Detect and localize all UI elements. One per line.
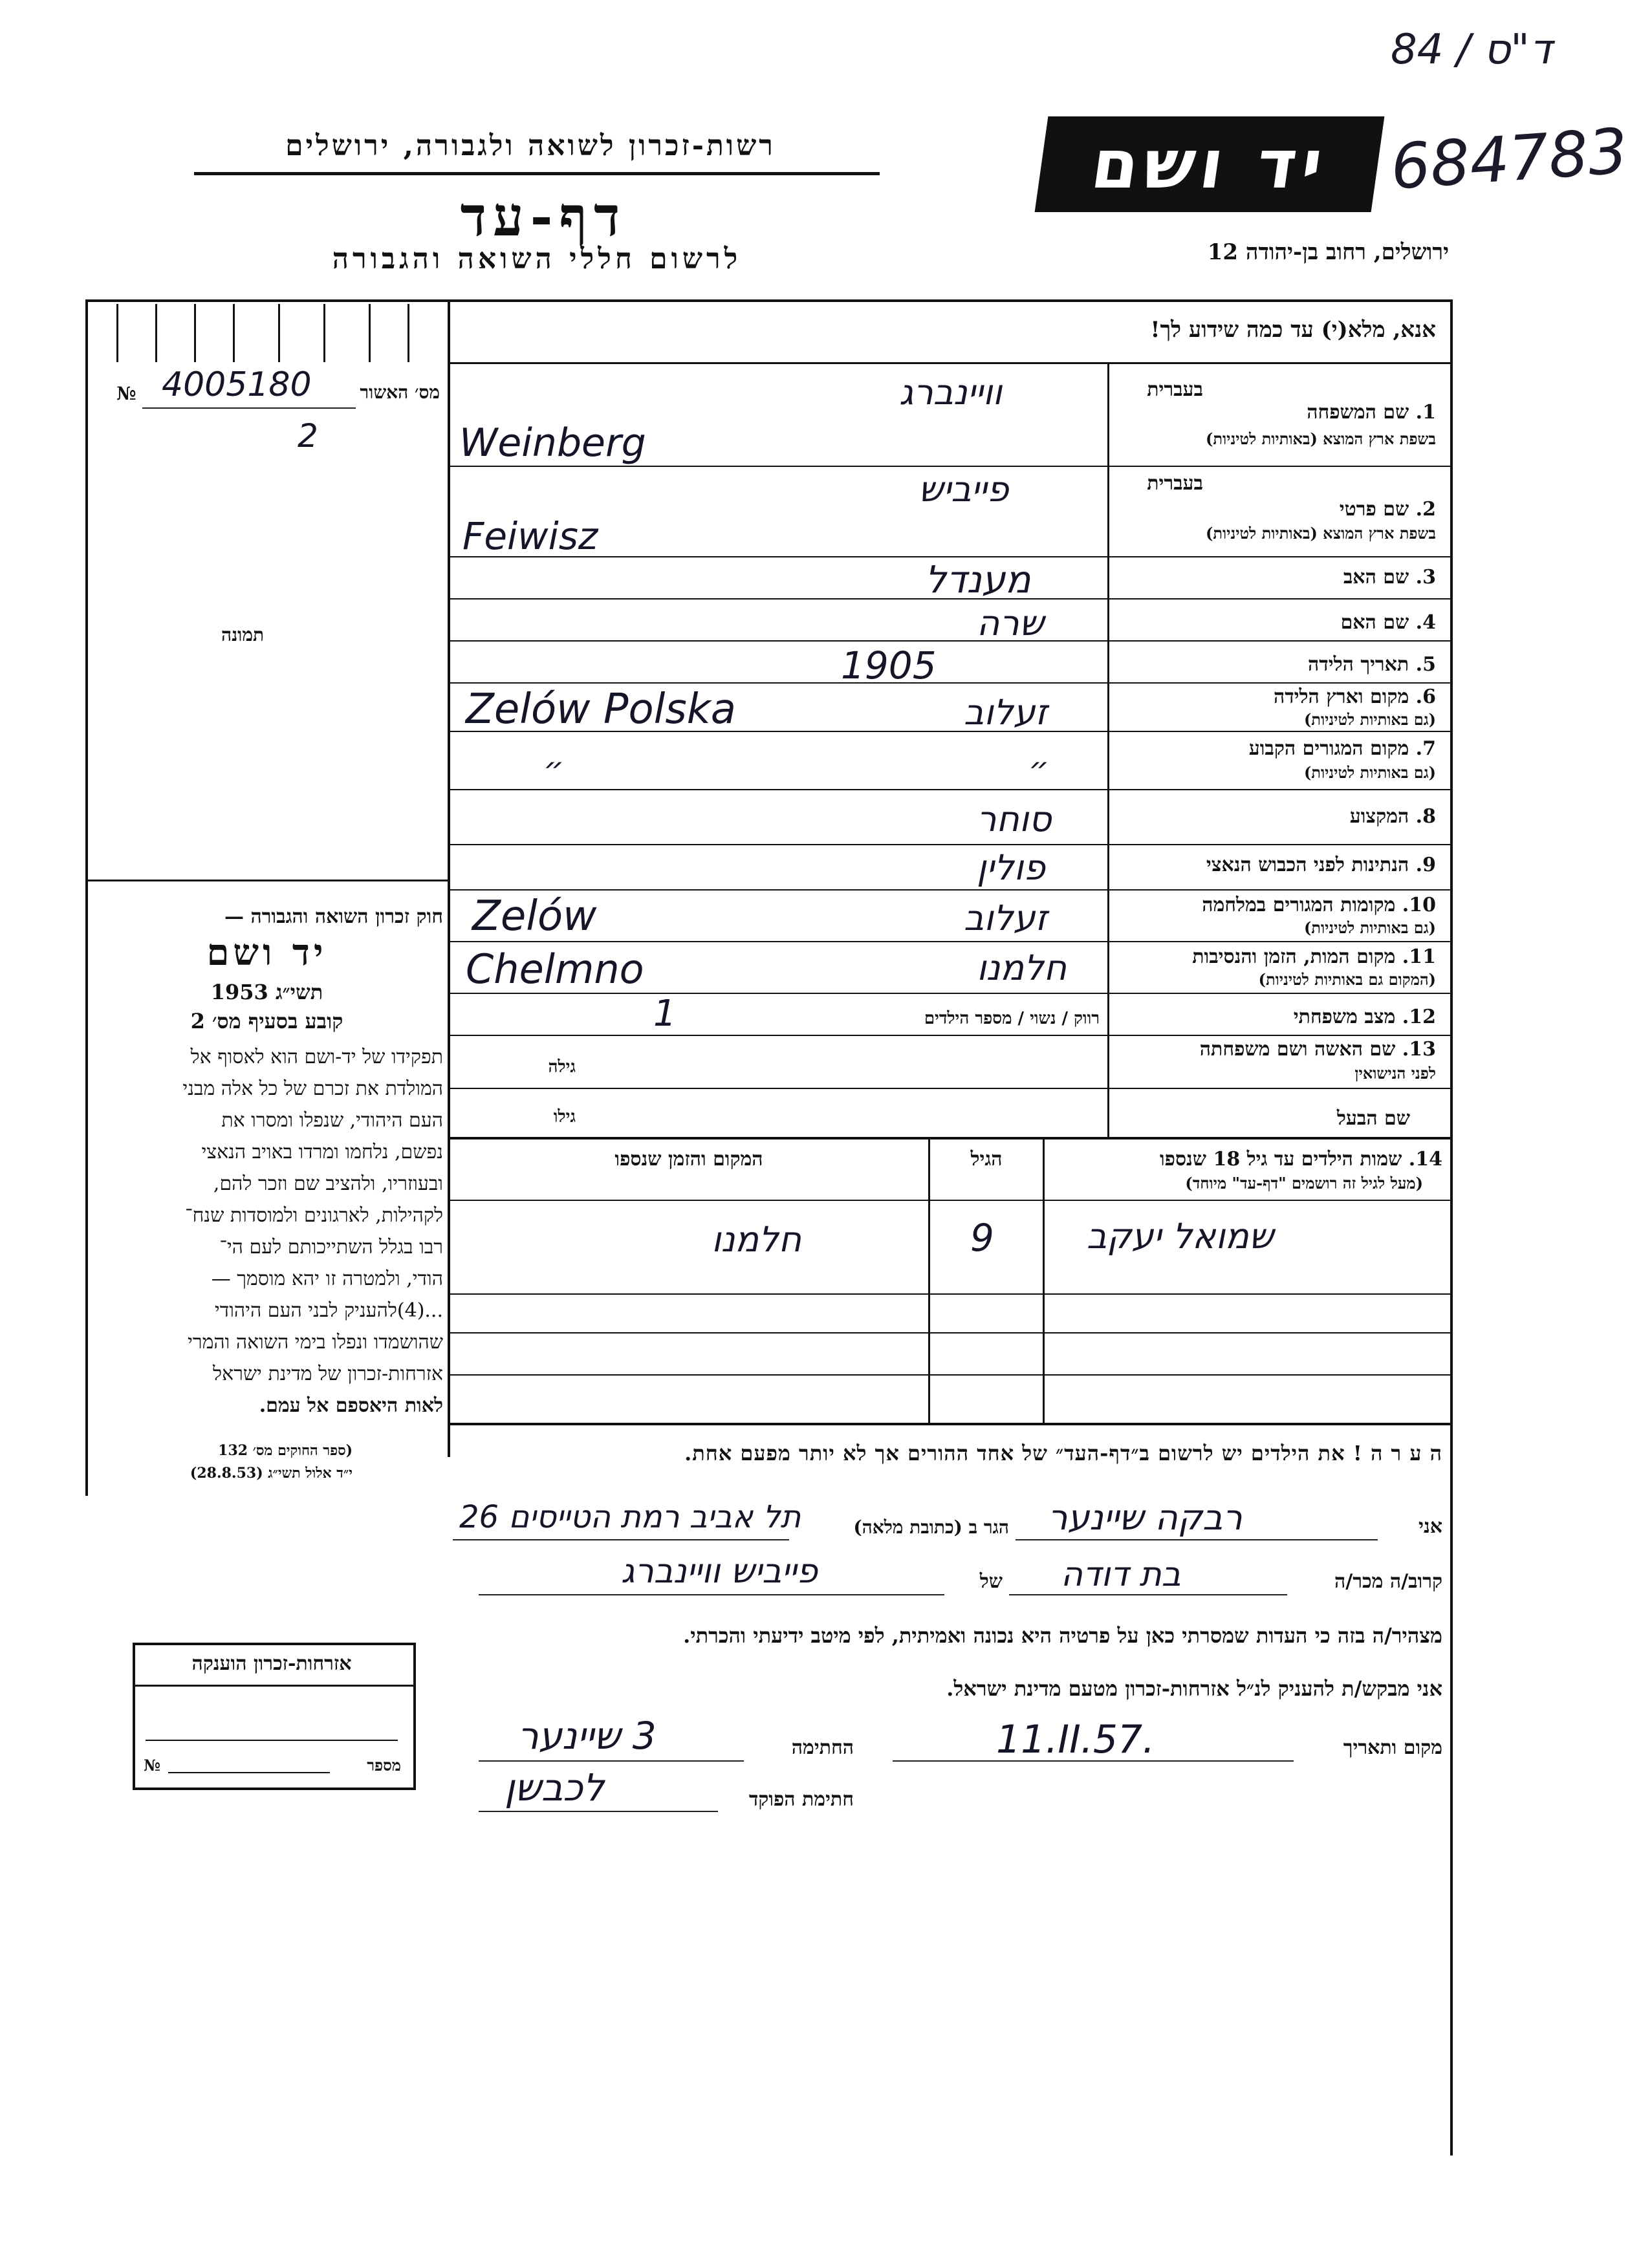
resides-label: הגר ב (כתובת מלאה) — [853, 1517, 1009, 1538]
law-line: אזרחות-זכרון של מדינת ישראל — [213, 1363, 443, 1385]
f2-heb: פייביש — [918, 469, 1009, 510]
address: ירושלים, רחוב בן-יהודה 12 — [1207, 239, 1449, 265]
law-line: לקהילות, לארגונים ולמוסדות שנח־ — [185, 1204, 443, 1227]
form-subtitle: לרשום חללי השואה והגבורה — [332, 243, 742, 275]
corner-annotation: 84 / ד"ס — [1391, 26, 1552, 74]
f10-lat: Zelów — [472, 892, 597, 940]
law-line: לאות היאספם אל עמם. — [259, 1394, 443, 1417]
f12-options: רווק / נשוי / מספר הילדים — [924, 1009, 1100, 1028]
child-place: חלמנו — [712, 1219, 801, 1260]
declarant-name: רבקה שיינער — [1048, 1497, 1243, 1538]
f2-lat: Feiwisz — [462, 514, 598, 558]
approval-line — [142, 407, 356, 409]
declarant-of: פייביש וויינברג — [621, 1552, 818, 1591]
f4-label: 4. שם האם — [1340, 611, 1436, 634]
request: אני מבקש/ת להעניק לנ״ל אזרחות-זכרון מטעם מדינת ישראל. — [946, 1676, 1442, 1701]
f7-lat: ״ — [543, 750, 565, 788]
relation-line — [1009, 1594, 1287, 1595]
signature-line — [479, 1760, 744, 1762]
declarant-date: 11.II.57. — [996, 1717, 1155, 1762]
child-name: שמואל יעקב — [1087, 1216, 1274, 1257]
address-line — [453, 1539, 789, 1540]
f13-age-label: גילה — [548, 1057, 576, 1077]
f2-sub: בשפת ארץ המוצא (באותיות לטיניות) — [1206, 524, 1436, 543]
of-label: של — [979, 1570, 1003, 1593]
law-line: העם היהודי, שנפלו ומסרו את — [221, 1109, 443, 1132]
f11-heb: חלמנו — [977, 947, 1067, 988]
f10-sub: (גם באותיות לטיניות) — [1303, 918, 1436, 937]
children-age-header: הגיל — [970, 1148, 1003, 1171]
f1-lat: Weinberg — [459, 420, 646, 466]
yad-vashem-logo — [1035, 116, 1385, 212]
f9-val: פולין — [977, 847, 1045, 888]
law-ref-1: (ספר החוקים מס׳ 132 — [218, 1442, 353, 1459]
officer-line — [479, 1811, 718, 1812]
law-name: יד ושם — [206, 931, 327, 974]
law-ref-2: י״ד אלול תשי״ג (28.8.53) — [190, 1465, 353, 1482]
f6-sub: (גם באותיות לטיניות) — [1303, 710, 1436, 729]
citizenship-number-label: מספר — [367, 1756, 401, 1775]
f8-label: 8. המקצוע — [1349, 805, 1436, 828]
f6-heb: זעלוב — [964, 692, 1048, 733]
law-line: ...(4)להעניק לבני העם היהודי — [214, 1299, 443, 1322]
f13-label: 13. שם האשה ושם משפחתה — [1199, 1038, 1436, 1061]
f1-label: 1. שם המשפחה — [1307, 401, 1436, 424]
f7-heb: ״ — [1028, 750, 1050, 788]
declarant-signature: 3 שיינער — [517, 1714, 657, 1758]
approval-value: 4005180 — [162, 365, 312, 404]
f7-sub: (גם באותיות לטיניות) — [1303, 763, 1436, 782]
law-line: הודי, ולמטרה זו יהא מוסמך — — [211, 1268, 443, 1290]
law-line: רבו בגלל השתייכותם לעם הי־ — [219, 1236, 443, 1258]
f12-label: 12. מצב משפחתי — [1293, 1006, 1436, 1028]
f1-sub: בשפת ארץ המוצא (באותיות לטיניות) — [1206, 429, 1436, 448]
f11-sub: (המקום גם באותיות לטיניות) — [1258, 970, 1436, 989]
f10-heb: זעלוב — [964, 898, 1048, 938]
law-line: ובעוזריו, ולהציב שם וזכר להם, — [213, 1172, 443, 1195]
catalog-number: 684783 — [1388, 114, 1630, 204]
citizenship-box-title: אזרחות-זכרון הוענקה — [191, 1652, 352, 1675]
child-age: 9 — [970, 1216, 994, 1260]
ani-label: אני — [1418, 1515, 1442, 1538]
declaration: מצהיר/ה בזה כי העדות שמסרתי כאן על פרטיה היא נכונה ואמיתית, לפי מיטב ידיעתי והכרתי. — [683, 1623, 1442, 1648]
f5-val: 1905 — [841, 643, 937, 687]
note: ה ע ר ה ! את הילדים יש לרשום ב״דף-העד״ של אחד ההורים אך לא יותר מפעם אחת. — [684, 1441, 1442, 1465]
f12-children: 1 — [653, 993, 677, 1035]
f13-sub: לפני הנישואין — [1354, 1064, 1436, 1083]
form-title: דף-עד — [460, 184, 627, 248]
f10-label: 10. מקומות המגורים במלחמה — [1202, 894, 1436, 916]
f2-heb-label: בעברית — [1147, 472, 1203, 495]
of-line — [479, 1594, 944, 1595]
f4-val: שרה — [977, 603, 1045, 643]
f11-label: 11. מקום המות, הזמן והנסיבות — [1192, 945, 1436, 968]
f7-label: 7. מקום המגורים הקבוע — [1248, 737, 1436, 760]
declarant-address: תל אביב רמת הטייסים 26 — [459, 1499, 801, 1535]
f8-val: סוחר — [977, 799, 1052, 839]
f5-label: 5. תאריך הלידה — [1308, 653, 1436, 676]
f1-heb: וויינברג — [899, 372, 1003, 413]
husband-age-label: גילו — [553, 1107, 576, 1127]
signature-label: החתימה — [791, 1736, 854, 1759]
f2-label: 2. שם פרטי — [1339, 498, 1436, 521]
law-line: שהושמדו ונפלו בימי השואה והמרי — [187, 1331, 443, 1354]
law-title: חוק זכרון השואה והגבורה — — [224, 905, 443, 928]
f3-label: 3. שם האב — [1343, 566, 1436, 589]
name-line — [1016, 1539, 1378, 1540]
officer-signature: לכבשן — [505, 1766, 605, 1809]
relative-label: קרוב/ה מכר/ה — [1334, 1570, 1442, 1593]
f9-label: 9. הנתינות לפני הכבוש הנאצי — [1206, 854, 1436, 876]
approval-label: מס׳ האשור — [360, 382, 440, 403]
children-place-header: המקום והזמן שנספו — [614, 1148, 763, 1171]
f11-lat: Chelmno — [466, 945, 644, 993]
children-sub: (מעל לגיל זה רושמים "דף-עד" מיוחד) — [1185, 1174, 1423, 1193]
place-date-label: מקום ותאריך — [1343, 1736, 1442, 1759]
law-year: תשי״ג 1953 — [210, 980, 323, 1004]
authority-title: רשות-זכרון לשואה ולגבורה, ירושלים — [285, 129, 776, 162]
f6-lat: Zelów Polska — [466, 686, 736, 733]
law-line: תפקידו של יד-ושם הוא לאסוף אל — [190, 1046, 443, 1068]
citizenship-no-sign: № — [144, 1756, 161, 1775]
f1-heb-label: בעברית — [1147, 378, 1203, 401]
instruction: אנא, מלא(י) עד כמה שידוע לך! — [1150, 317, 1436, 343]
declarant-relation: בת דודה — [1061, 1555, 1181, 1594]
husband-label: שם הבעל — [1336, 1107, 1410, 1130]
children-label: 14. שמות הילדים עד גיל 18 שנספו — [1159, 1148, 1442, 1171]
law-line: המולדת את זכרם של כל אלה מבני — [182, 1077, 443, 1100]
f3-val: מענדל — [925, 557, 1031, 601]
law-clause: קובע בסעיף מס׳ 2 — [190, 1009, 343, 1033]
approval-no-sign: № — [116, 383, 136, 404]
law-line: נפשם, נלחמו ומרדו באויב הנאצי — [201, 1141, 443, 1163]
f6-label: 6. מקום וארץ הלידה — [1273, 686, 1436, 708]
officer-label: חתימת הפוקד — [748, 1788, 854, 1811]
approval-mark: 2 — [298, 417, 318, 455]
logo-text: יד ושם — [1086, 125, 1333, 204]
law-text — [94, 1041, 443, 1421]
photo-label: תמונה — [221, 624, 265, 645]
